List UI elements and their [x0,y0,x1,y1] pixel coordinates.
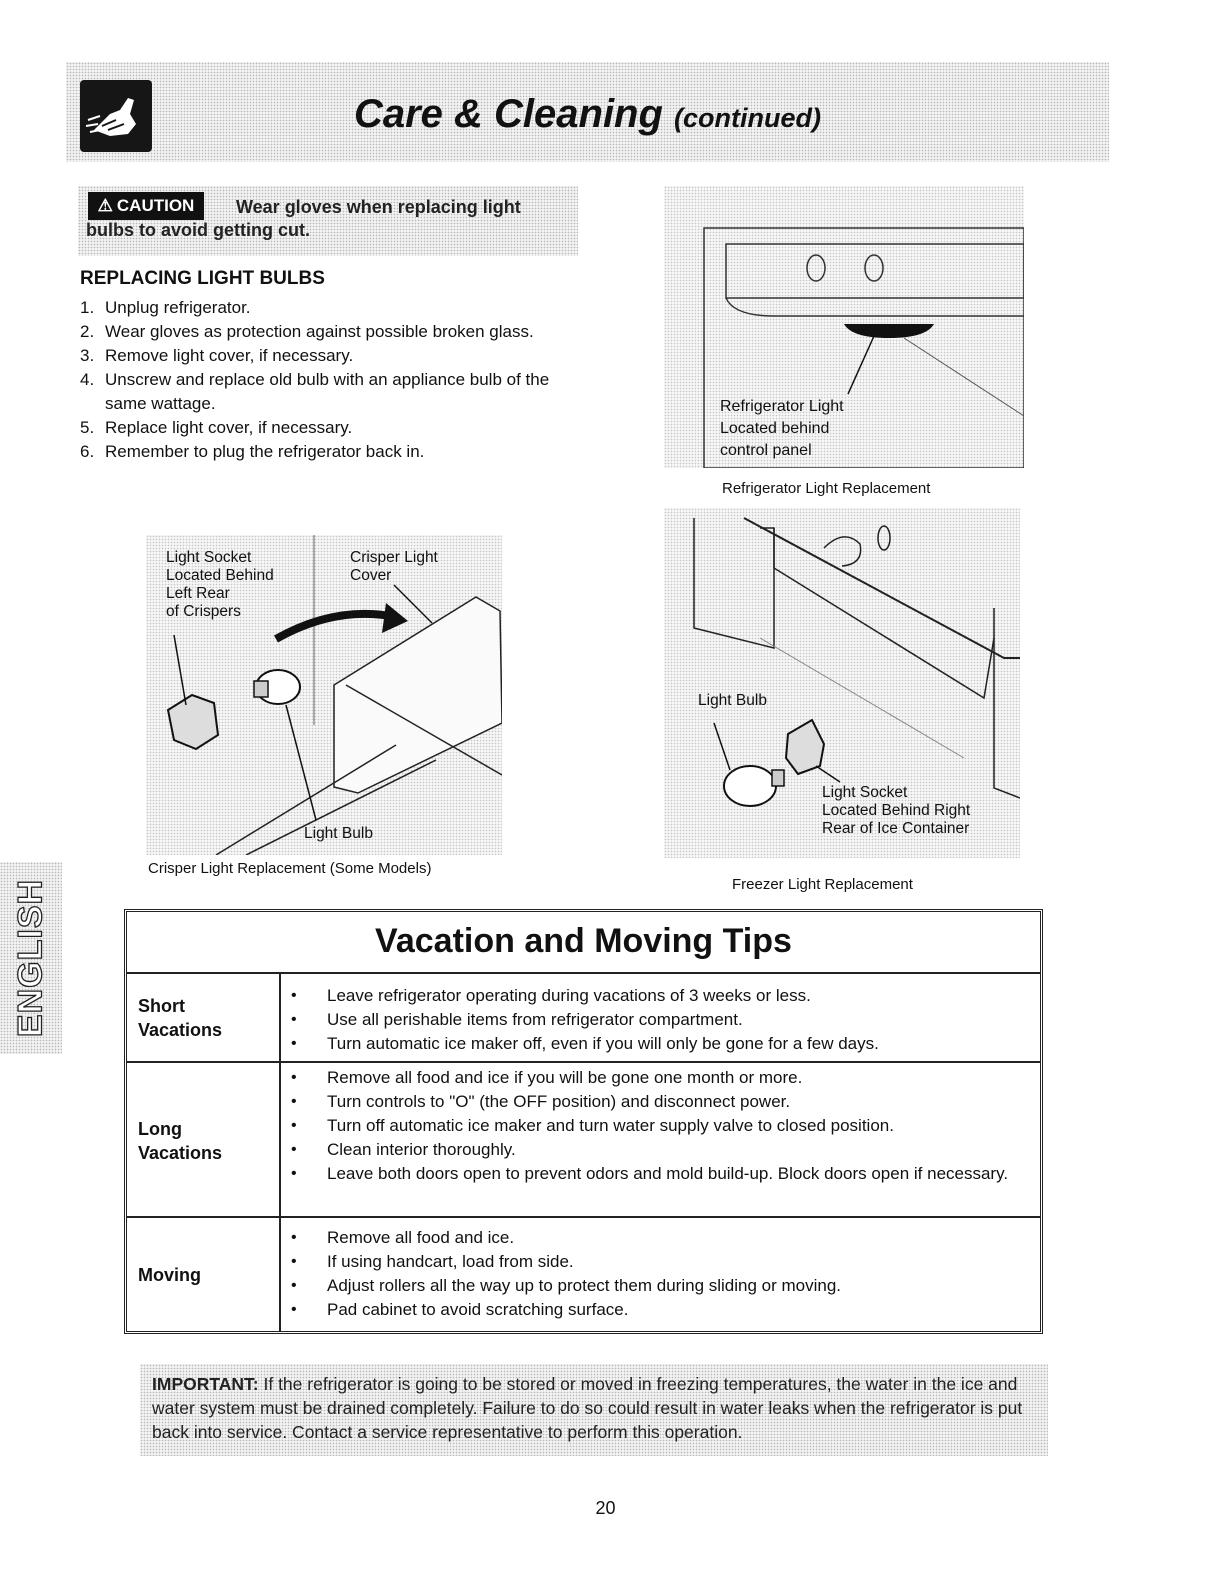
list-item [80,320,580,344]
page-title-suffix: (continued) [674,103,822,133]
crisper-socket-label: Light Socket Located Behind Left Rear of Crispers [166,549,274,620]
refrigerator-light-figure [664,186,1024,468]
list-item [80,344,580,368]
step-number: 4. [80,370,95,389]
list-item: • Adjust rollers all the way up to protect them during sliding or moving. [287,1274,1030,1298]
table-row [127,972,1040,1062]
list-item: • Clean interior thoroughly. [287,1138,1030,1162]
list-item: • Turn controls to "O" (the OFF position) and disconnect power. [287,1090,1030,1114]
caution-notice [78,186,578,256]
crisper-light-caption: Crisper Light Replacement (Some Models) [148,860,432,877]
step-number: 2. [80,322,95,341]
steps-list [80,296,580,464]
step-text: Remove light cover, if necessary. [105,346,354,365]
page-header [66,62,1109,162]
page-title [66,92,1109,137]
step-number: 3. [80,346,95,365]
crisper-light-figure [146,535,502,855]
step-number: 1. [80,298,95,317]
page-title-text: Care & Cleaning [353,92,663,136]
language-tab [0,862,62,1054]
step-number: 6. [80,442,95,461]
caution-badge [88,192,204,220]
list-item: • Pad cabinet to avoid scratching surface. [287,1298,1030,1322]
list-item: • Remove all food and ice if you will be gone one month or more. [287,1066,1030,1090]
freezer-socket-label: Light Socket Located Behind Right Rear of Ice Container [822,784,971,837]
list-item: • Use all perishable items from refrigerator compartment. [287,1008,1030,1032]
list-item [80,296,580,320]
row-category: Short Vacations [138,996,223,1040]
freezer-light-figure [664,508,1020,858]
refrigerator-light-caption: Refrigerator Light Replacement [722,480,931,497]
caution-badge-label: CAUTION [116,196,195,215]
list-item [80,416,580,440]
row-category: Moving [138,1265,201,1285]
language-tab-label: ENGLISH [11,878,50,1038]
row-category: Long Vacations [138,1119,223,1163]
step-number: 5. [80,418,95,437]
list-item: • Turn off automatic ice maker and turn water supply valve to closed position. [287,1114,1030,1138]
row-items [287,1226,1030,1322]
list-item: • Leave both doors open to prevent odors and mold build-up. Block doors open if necessary. [287,1162,1030,1186]
step-text: Unplug refrigerator. [105,298,251,317]
page-number: 20 [595,1498,616,1518]
list-item [80,368,580,416]
table-row [127,1061,1040,1218]
table-title: Vacation and Moving Tips [375,922,792,960]
important-notice [140,1364,1048,1456]
step-text: Remember to plug the refrigerator back in. [105,442,425,461]
step-text: Replace light cover, if necessary. [105,418,353,437]
section-heading: REPLACING LIGHT BULBS [80,268,325,289]
freezer-light-caption: Freezer Light Replacement [732,876,913,893]
important-text [152,1372,1042,1444]
list-item: • Leave refrigerator operating during vacations of 3 weeks or less. [287,984,1030,1008]
list-item: • If using handcart, load from side. [287,1250,1030,1274]
list-item: • Turn automatic ice maker off, even if you will only be gone for a few days. [287,1032,1030,1056]
caution-text: Wear gloves when replacing light bulbs to avoid getting cut. [86,197,521,240]
refrigerator-light-label: Refrigerator Light Located behind control panel [720,398,844,459]
table-row [127,1216,1040,1333]
important-label: IMPORTANT: [152,1374,259,1394]
row-items [287,984,1030,1056]
list-item [80,440,580,464]
important-body: If the refrigerator is going to be stored or moved in freezing temperatures, the water in the ice and water system must be drained completely. Failure to do so could result in water leaks when the refrigerator is put back into service. Contact a service representative to perform this operation. [152,1374,1023,1442]
warning-triangle-icon: ⚠ [97,196,113,215]
list-item: • Remove all food and ice. [287,1226,1030,1250]
vacation-moving-tips-table [124,909,1043,1334]
refrigerator-light-illustration [664,186,1024,468]
step-text: Wear gloves as protection against possible broken glass. [105,322,534,341]
crisper-bulb-label: Light Bulb [304,825,373,842]
row-items [287,1066,1030,1186]
step-text: Unscrew and replace old bulb with an appliance bulb of the same wattage. [105,370,550,413]
crisper-cover-label: Crisper Light Cover [350,549,438,584]
freezer-bulb-label: Light Bulb [698,692,767,709]
